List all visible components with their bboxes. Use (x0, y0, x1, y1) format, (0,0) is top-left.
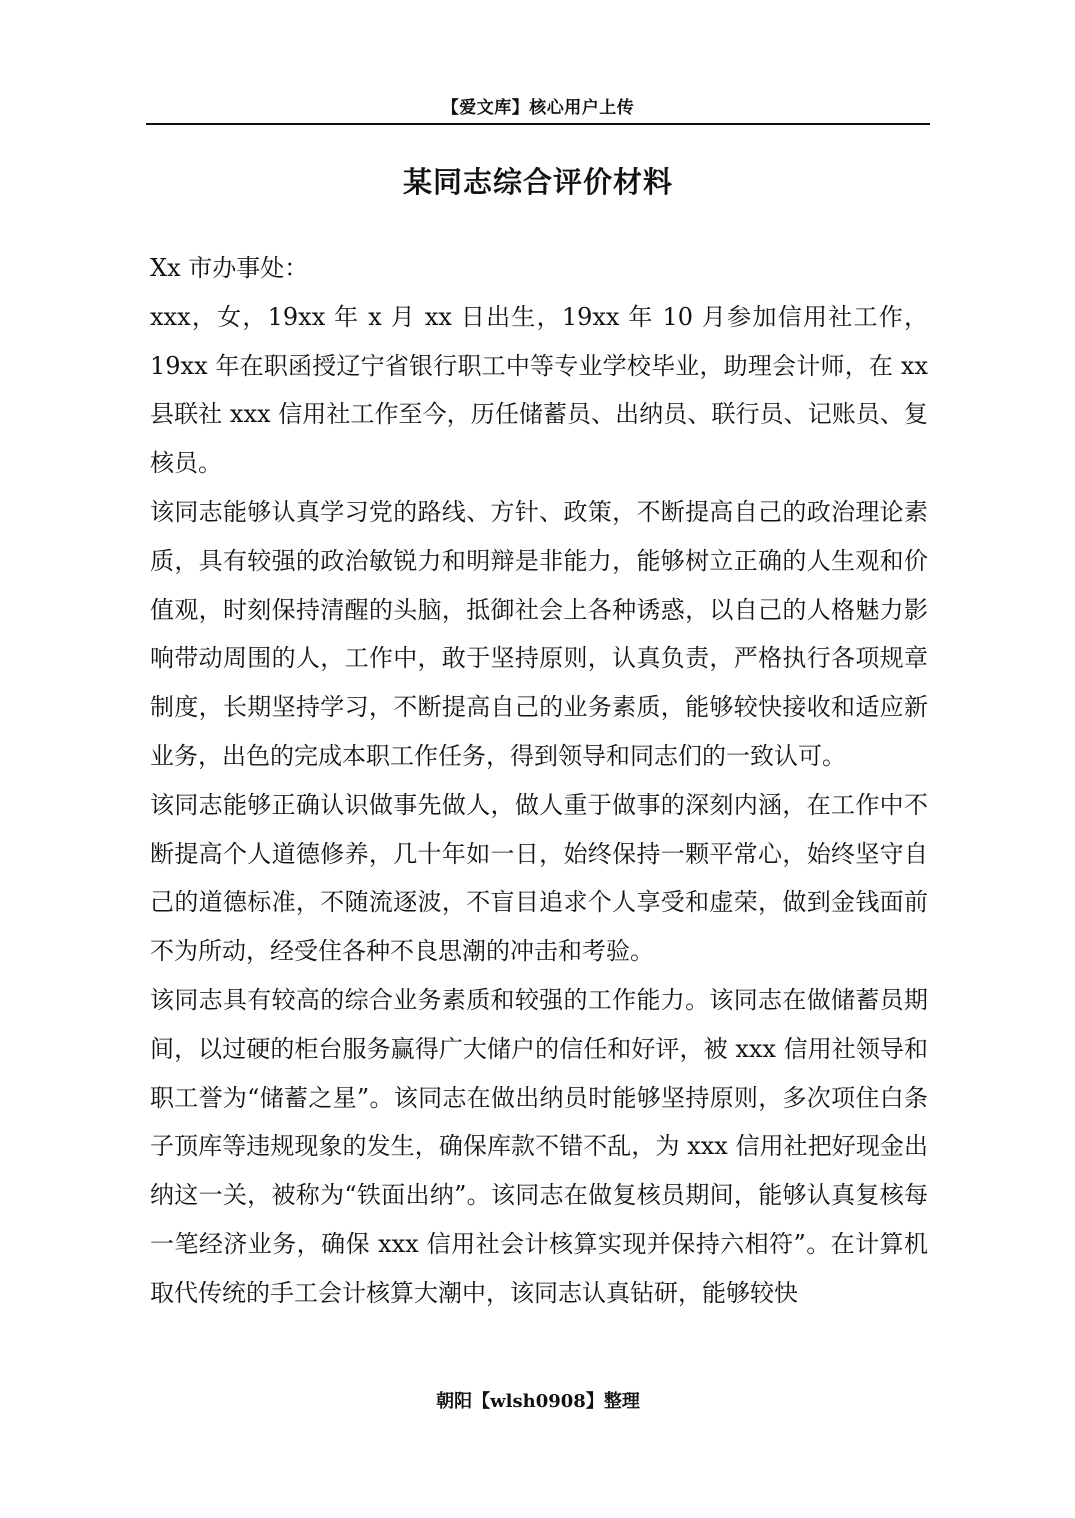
document-title: 某同志综合评价材料 (402, 165, 673, 199)
paragraph-moral-character: 该同志能够正确认识做事先做人，做人重于做事的深刻内涵，在工作中不断提高个人道德修养，几十年如一日，始终保持一颗平常心，始终坚守自己的道德标准，不随流逐波，不盲目追求个人享受和虚荣，做到金钱面前不为所动，经受住各种不良思潮的冲击和考验。 (150, 790, 928, 966)
salutation: Xx 市办事处： (150, 254, 309, 282)
document-body (150, 244, 928, 1318)
page-footer: 朝阳【wlsh0908】整理 (436, 1391, 640, 1412)
header-divider (146, 123, 930, 125)
page-header: 【爱文库】核心用户上传 (441, 98, 635, 118)
paragraph-work-ability: 该同志具有较高的综合业务素质和较强的工作能力。该同志在做储蓄员期间，以过硬的柜台服务赢得广大储户的信任和好评，被 xxx 信用社领导和职工誉为“储蓄之星”。该同志在做出纳员时能够坚持原则，多次项住白条子顶库等违规现象的发生，确保库款不错不乱，为 xxx 信用社把好现金出纳这一关，被称为“铁面出纳”。该同志在做复核员期间，能够认真复核每一笔经济业务，确保 xxx 信用社会计核算实现并保持六相符”。在计算机取代传统的手工会计核算大潮中，该同志认真钻研，能够较快 (150, 985, 928, 1307)
paragraph-political-quality: 该同志能够认真学习党的路线、方针、政策，不断提高自己的政治理论素质，具有较强的政治敏锐力和明辩是非能力，能够树立正确的人生观和价值观，时刻保持清醒的头脑，抵御社会上各种诱惑，以自己的人格魅力影响带动周围的人，工作中，敢于坚持原则，认真负责，严格执行各项规章制度，长期坚持学习，不断提高自己的业务素质，能够较快接收和适应新业务，出色的完成本职工作任务，得到领导和同志们的一致认可。 (150, 497, 928, 770)
paragraph-profile: xxx，女，19xx 年 x 月 xx 日出生，19xx 年 10 月参加信用社工作，19xx 年在职函授辽宁省银行职工中等专业学校毕业，助理会计师，在 xx 县联社 xxx 信用社工作至今，历任储蓄员、出纳员、联行员、记账员、复核员。 (150, 302, 928, 478)
